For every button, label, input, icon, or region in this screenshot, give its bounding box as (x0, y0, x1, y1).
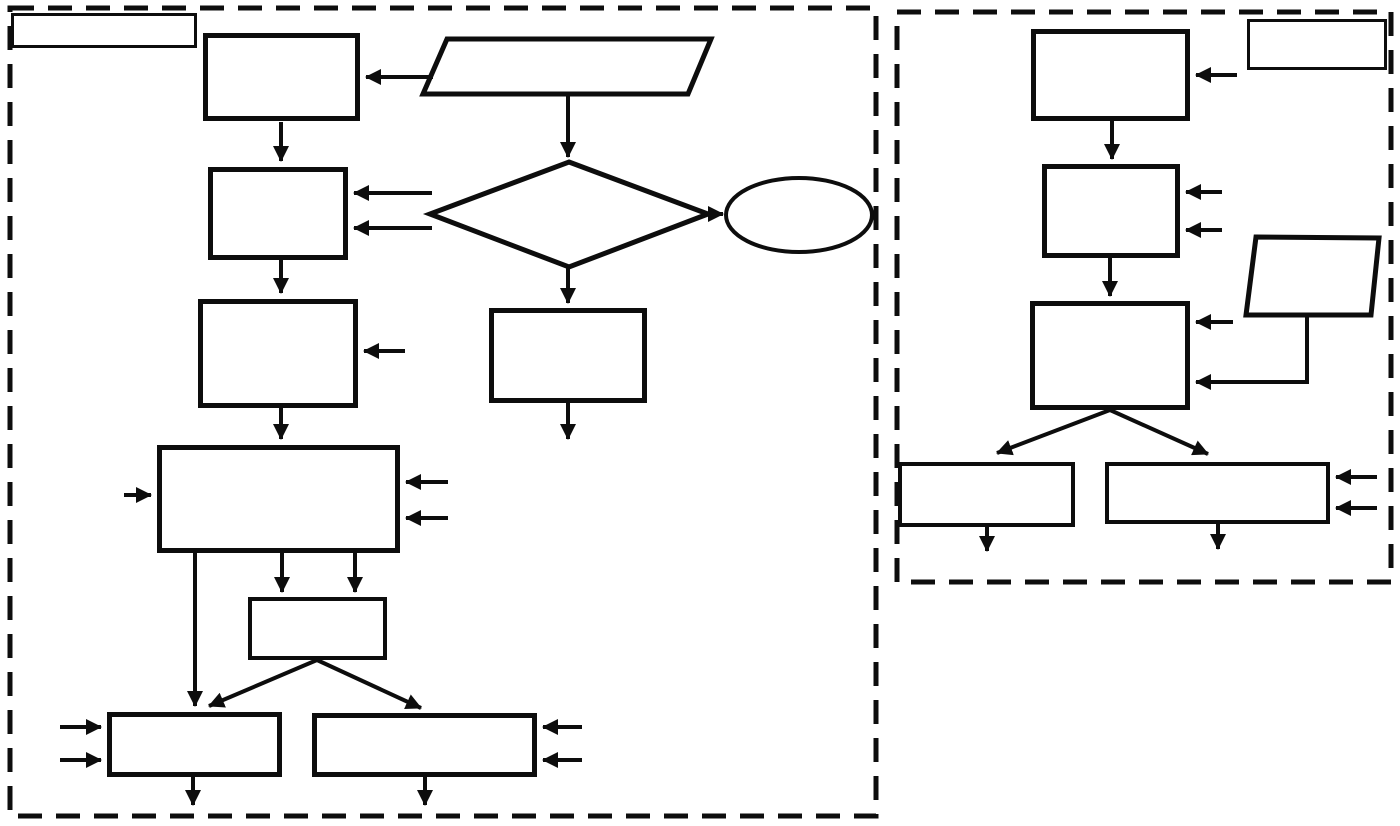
node-propagated-sigma-points-evaluation-prediction (1030, 301, 1190, 410)
correction-stage-container (10, 8, 876, 816)
node-covariance-matrix-factorization-correction (203, 33, 360, 121)
inertial-sensors-label (1250, 240, 1375, 312)
node-sigma-points-formation-correction (208, 167, 348, 260)
node-covariance-matrix-factorization-prediction (1031, 29, 1190, 121)
auxiliary-sensors-label (430, 39, 706, 94)
prediction-stage-title (1247, 19, 1387, 70)
node-propagated-sigma-points-evaluation-correction (198, 299, 358, 408)
node-corrected-covariance-estimation (312, 713, 537, 777)
node-predicted-covariance-estimation (1105, 462, 1330, 524)
node-predicted-mean-estimation (898, 462, 1075, 527)
node-predicted-measurement-estimation (157, 445, 400, 553)
correction-stage-title (11, 13, 197, 48)
prediction-stage-terminal-label (740, 183, 858, 247)
node-sigma-points-formation-prediction (1042, 164, 1180, 258)
node-corrected-mean-estimation (107, 712, 282, 777)
node-filter-gain-estimation (248, 597, 387, 660)
measurements-received-label (456, 176, 682, 252)
node-correction-parameters-formation (489, 308, 647, 403)
